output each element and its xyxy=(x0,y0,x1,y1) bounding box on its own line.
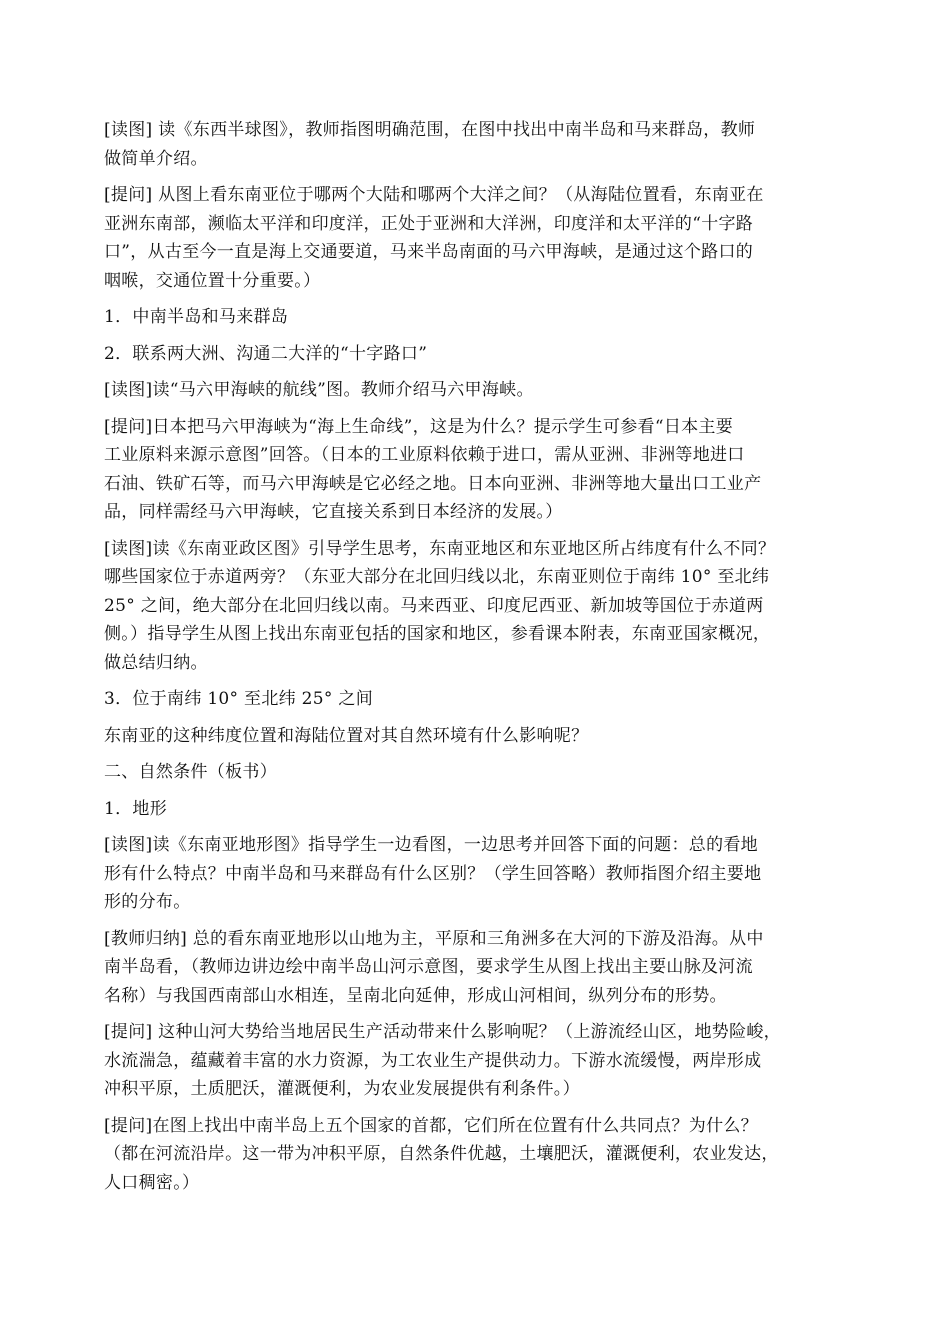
text-line: 工业原料来源示意图”回答。（日本的工业原料依赖于进口，需从亚洲、非洲等地进口 xyxy=(104,445,745,465)
text-line: 东南亚的这种纬度位置和海陆位置对其自然环境有什么影响呢？ xyxy=(104,725,589,746)
text-line: [提问]日本把马六甲海峡为“海上生命线”，这是为什么？提示学生可参看“日本主要 xyxy=(104,416,734,437)
text-line: 人口稠密。） xyxy=(104,1172,200,1193)
text-line: [读图]读《东南亚地形图》指导学生一边看图，一边思考并回答下面的问题：总的看地 xyxy=(104,835,758,855)
paragraph-question-capitals xyxy=(104,1112,850,1198)
text-line: 做简单介绍。 xyxy=(104,148,208,169)
heading-item-2 xyxy=(104,340,850,369)
text-line: 形有什么特点？中南半岛和马来群岛有什么区别？（学生回答略）教师指图介绍主要地 xyxy=(104,863,762,884)
paragraph-question-location xyxy=(104,181,850,295)
heading-terrain xyxy=(104,795,850,824)
text-line: 侧。）指导学生从图上找出东南亚包括的国家和地区，参看课本附表，东南亚国家概况， xyxy=(104,624,771,644)
text-line: 25° 之间，绝大部分在北回归线以南。马来西亚、印度尼西亚、新加坡等国位于赤道两 xyxy=(104,595,764,616)
section-heading-natural-conditions xyxy=(104,758,850,787)
text-line: 2．联系两大洲、沟通二大洋的“十字路口” xyxy=(104,343,428,364)
text-line: 亚洲东南部，濒临太平洋和印度洋，正处于亚洲和大洋洲，印度洋和太平洋的“十字路 xyxy=(104,213,754,234)
text-line: 二、自然条件（板书） xyxy=(104,762,277,782)
text-line: [教师归纳] 总的看东南亚地形以山地为主，平原和三角洲多在大河的下游及沿海。从中 xyxy=(104,928,764,949)
text-line: 南半岛看，（教师边讲边绘中南半岛山河示意图，要求学生从图上找出主要山脉及河流 xyxy=(104,957,753,977)
text-line: 名称）与我国西南部山水相连，呈南北向延伸，形成山河相间，纵列分布的形势。 xyxy=(104,985,727,1006)
text-line: 品，同样需经马六甲海峡，它直接关系到日本经济的发展。） xyxy=(104,502,563,522)
paragraph-question-rivers xyxy=(104,1018,850,1104)
paragraph-teacher-summary xyxy=(104,925,850,1011)
text-line: （都在河流沿岸。这一带为冲积平原，自然条件优越，土壤肥沃，灌溉便利，农业发达， xyxy=(104,1144,779,1164)
heading-item-1 xyxy=(104,303,850,332)
text-line: [读图]读《东南亚政区图》引导学生思考，东南亚地区和东亚地区所占纬度有什么不同？ xyxy=(104,538,776,559)
text-line: 咽喉，交通位置十分重要。） xyxy=(104,270,321,291)
text-line: [提问] 这种山河大势给当地居民生产活动带来什么影响呢？（上游流经山区，地势险峻， xyxy=(104,1022,781,1042)
text-line: 1．地形 xyxy=(104,798,168,819)
paragraph-read-map-hemisphere xyxy=(104,116,850,173)
text-line: 口”，从古至今一直是海上交通要道，马来半岛南面的马六甲海峡，是通过这个路口的 xyxy=(104,242,754,262)
paragraph-question-japan xyxy=(104,413,850,527)
document-page xyxy=(104,116,850,1205)
text-line: 冲积平原，土质肥沃，灌溉便利，为农业发展提供有利条件。） xyxy=(104,1079,580,1099)
text-line: 石油、铁矿石等，而马六甲海峡是它必经之地。日本向亚洲、非洲等地大量出口工业产 xyxy=(104,473,762,494)
text-line: 形的分布。 xyxy=(104,892,191,912)
paragraph-read-map-political xyxy=(104,535,850,678)
text-line: 3．位于南纬 10° 至北纬 25° 之间 xyxy=(104,689,373,709)
paragraph-transition-question xyxy=(104,722,850,751)
text-line: [读图]读“马六甲海峡的航线”图。教师介绍马六甲海峡。 xyxy=(104,380,534,400)
text-line: 哪些国家位于赤道两旁？（东亚大部分在北回归线以北，东南亚则位于南纬 10° 至北纬 xyxy=(104,567,770,587)
text-line: 水流湍急，蕴藏着丰富的水力资源，为工农业生产提供动力。下游水流缓慢，两岸形成 xyxy=(104,1050,762,1071)
text-line: [提问]在图上找出中南半岛上五个国家的首都，它们所在位置有什么共同点？为什么？ xyxy=(104,1115,758,1136)
text-line: 1．中南半岛和马来群岛 xyxy=(104,307,289,327)
paragraph-read-map-terrain xyxy=(104,831,850,917)
text-line: 做总结归纳。 xyxy=(104,652,208,673)
text-line: [提问] 从图上看东南亚位于哪两个大陆和哪两个大洋之间？（从海陆位置看，东南亚在 xyxy=(104,185,764,205)
heading-item-3 xyxy=(104,685,850,714)
text-line: [读图] 读《东西半球图》，教师指图明确范围，在图中找出中南半岛和马来群岛，教师 xyxy=(104,120,756,140)
paragraph-read-map-malacca xyxy=(104,376,850,405)
